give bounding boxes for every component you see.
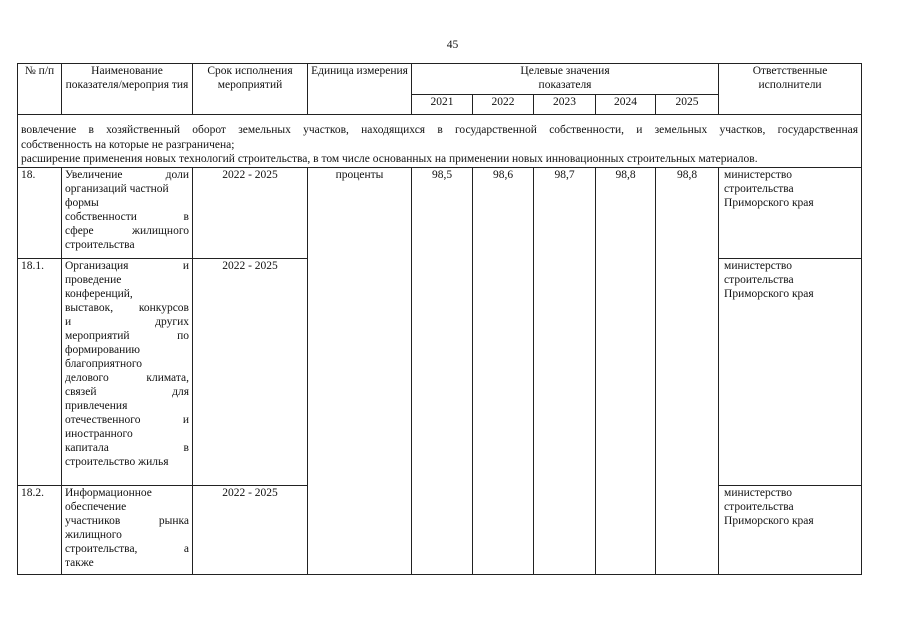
- header-year: 2022: [473, 95, 534, 115]
- header-targets: [412, 64, 719, 95]
- name-line: и других: [65, 315, 189, 328]
- indicators-table: [17, 63, 862, 575]
- row-value: 98,8: [656, 167, 719, 574]
- name-line: собственности в: [65, 210, 189, 223]
- name-line: привлечения: [65, 399, 128, 412]
- section-line: собственность на которые не разграничена;: [21, 138, 235, 151]
- header-year: 2023: [534, 95, 596, 115]
- header-term: Срок исполнения мероприятий: [193, 64, 308, 115]
- name-line: строительство жилья: [65, 455, 169, 468]
- name-line: конференций,: [65, 287, 133, 300]
- name-line: также: [65, 556, 94, 569]
- row-unit: проценты: [308, 167, 412, 574]
- name-line: Увеличение доли: [65, 168, 189, 181]
- section-line: вовлечение в хозяйственный оборот земельных участков, находящихся в государственной собственности, и земельных участков, государственная: [21, 124, 859, 136]
- name-line: капитала в: [65, 441, 189, 454]
- row-value: 98,7: [534, 167, 596, 574]
- name-line: проведение: [65, 273, 122, 286]
- section-text: [18, 115, 862, 168]
- name-line: участников рынка: [65, 514, 189, 527]
- name-line: организаций частной: [65, 182, 169, 195]
- name-line: Информационное: [65, 486, 152, 499]
- header-year: 2024: [596, 95, 656, 115]
- row-value: 98,5: [412, 167, 473, 574]
- name-line: формированию: [65, 343, 140, 356]
- header-targets-label: Целевые значения показателя: [520, 65, 610, 91]
- name-line: жилищного: [65, 528, 122, 541]
- name-line: иностранного: [65, 427, 133, 440]
- header-year: 2021: [412, 95, 473, 115]
- row-value: 98,8: [596, 167, 656, 574]
- header-responsible: Ответственные исполнители: [719, 64, 862, 115]
- row-name: [62, 258, 193, 485]
- name-line: мероприятий по: [65, 329, 189, 342]
- responsible-text: министерство строительства Приморского края: [724, 168, 814, 209]
- name-line: обеспечение: [65, 500, 127, 513]
- row-term: 2022 - 2025: [193, 167, 308, 258]
- responsible-text: министерство строительства Приморского края: [724, 259, 814, 300]
- section-line: расширение применения новых технологий строительства, в том числе основанных на применении новых инновационных строительных материалов.: [21, 153, 758, 165]
- name-line: сфере жилищного: [65, 224, 189, 237]
- row-no: 18.2.: [18, 485, 62, 574]
- header-no: № п/п: [18, 64, 62, 115]
- name-line: выставок, конкурсов: [65, 301, 189, 314]
- header-unit: Единица измерения: [308, 64, 412, 115]
- name-line: строительства, а: [65, 542, 189, 555]
- row-term: 2022 - 2025: [193, 485, 308, 574]
- row-name: [62, 167, 193, 258]
- row-responsible: [719, 167, 862, 258]
- responsible-text: министерство строительства Приморского края: [724, 486, 814, 527]
- name-line: отечественного и: [65, 413, 189, 426]
- name-line: формы: [65, 196, 99, 209]
- name-line: Организация и: [65, 259, 189, 272]
- row-no: 18.: [18, 167, 62, 258]
- row-name: [62, 485, 193, 574]
- name-line: связей для: [65, 385, 189, 398]
- name-line: строительства: [65, 238, 135, 251]
- row-term: 2022 - 2025: [193, 258, 308, 485]
- row-no: 18.1.: [18, 258, 62, 485]
- name-line: благоприятного: [65, 357, 143, 370]
- table-row: [18, 167, 862, 258]
- row-responsible: [719, 485, 862, 574]
- header-name: Наименование показателя/мероприя тия: [62, 64, 193, 115]
- row-value: 98,6: [473, 167, 534, 574]
- row-responsible: [719, 258, 862, 485]
- name-line: делового климата,: [65, 371, 189, 384]
- header-year: 2025: [656, 95, 719, 115]
- page-number: 45: [446, 39, 459, 51]
